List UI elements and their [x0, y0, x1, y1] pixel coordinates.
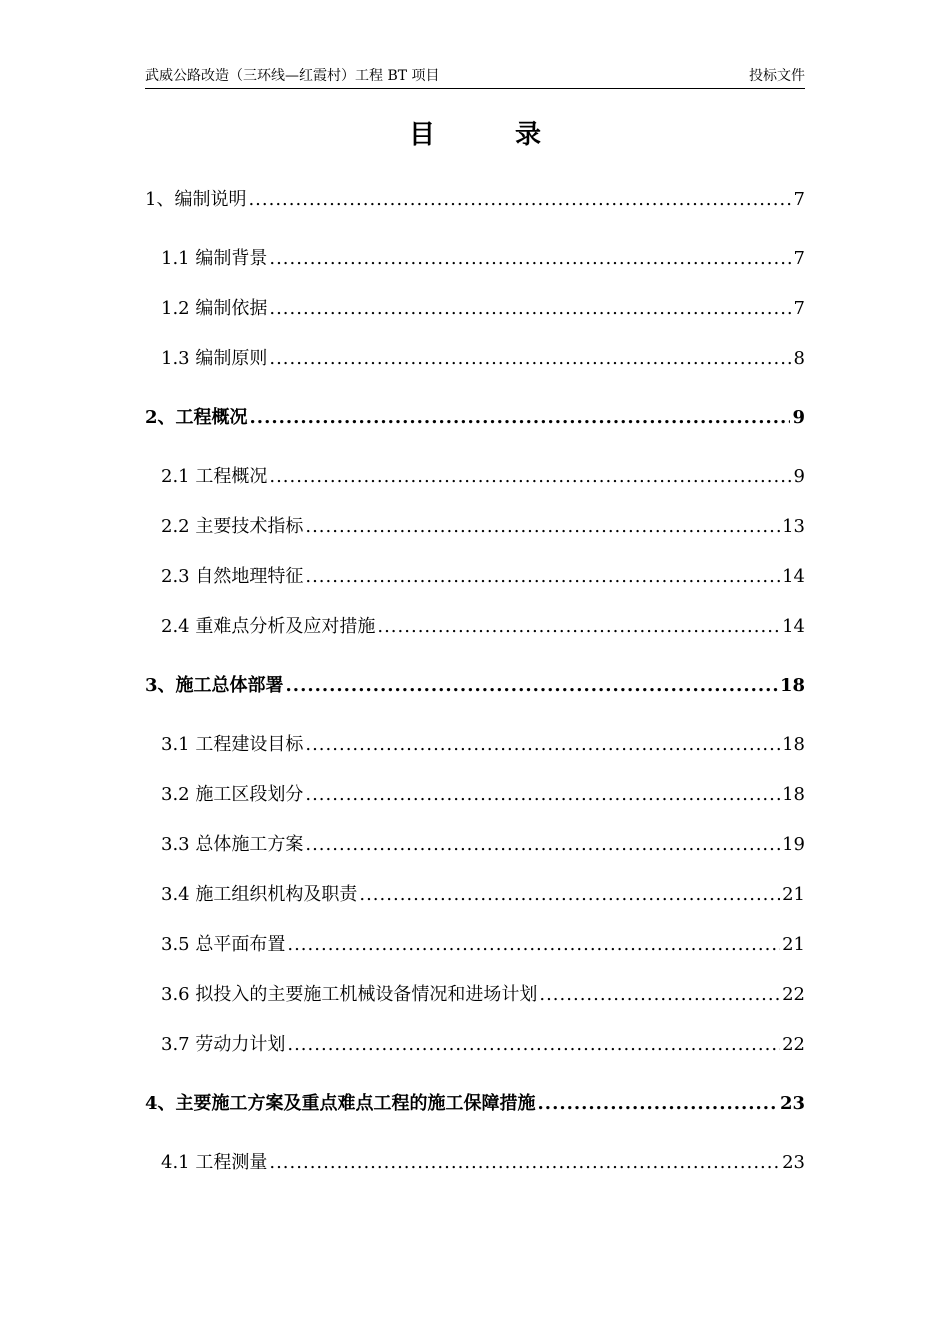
toc-entry-label: 3.4 施工组织机构及职责 [161, 884, 358, 905]
toc-entry-page: 14 [782, 616, 805, 637]
toc-leader-dots [538, 1092, 778, 1116]
toc-entry[interactable] [161, 783, 805, 807]
toc-entry-page: 9 [793, 466, 805, 487]
toc-leader-dots [539, 983, 780, 1007]
toc-entry-label: 3.6 拟投入的主要施工机械设备情况和进场计划 [161, 984, 538, 1005]
toc-entry-page: 14 [782, 566, 805, 587]
page-title [0, 114, 950, 151]
toc-entry-label: 3.5 总平面布置 [161, 934, 286, 955]
toc-leader-dots [286, 674, 778, 698]
toc-entry[interactable] [161, 933, 805, 957]
toc-entry-page: 7 [793, 298, 805, 319]
toc-entry-label: 4、主要施工方案及重点难点工程的施工保障措施 [145, 1093, 536, 1114]
toc-entry-page: 18 [779, 675, 805, 696]
toc-leader-dots [305, 733, 780, 757]
toc-entry-label: 4.1 工程测量 [161, 1152, 268, 1173]
toc-entry[interactable] [161, 615, 805, 639]
toc-entry-label: 3.3 总体施工方案 [161, 834, 304, 855]
toc-entry[interactable] [161, 297, 805, 321]
toc-entry-label: 2、工程概况 [145, 407, 248, 428]
toc-leader-dots [287, 1033, 780, 1057]
toc-entry[interactable] [161, 465, 805, 489]
toc-entry-page: 7 [793, 189, 805, 210]
toc-leader-dots [305, 565, 780, 589]
toc-entry-label: 3、施工总体部署 [145, 675, 284, 696]
toc-entry[interactable] [161, 347, 805, 371]
page-header [145, 66, 805, 89]
toc-entry[interactable] [161, 883, 805, 907]
toc-entry-label: 1.2 编制依据 [161, 298, 268, 319]
toc-leader-dots [248, 188, 791, 212]
toc-entry[interactable] [145, 406, 805, 430]
toc-entry[interactable] [161, 833, 805, 857]
toc-entry-label: 2.1 工程概况 [161, 466, 268, 487]
header-doc-type: 投标文件 [749, 68, 805, 84]
toc-entry[interactable] [161, 983, 805, 1007]
toc-leader-dots [269, 347, 791, 371]
toc-entry-page: 9 [792, 407, 805, 428]
toc-entry-page: 18 [782, 734, 805, 755]
toc-entry-page: 8 [793, 348, 805, 369]
toc-entry[interactable] [161, 565, 805, 589]
toc-entry-label: 1.1 编制背景 [161, 248, 268, 269]
toc-entry-page: 21 [782, 934, 805, 955]
toc-leader-dots [250, 406, 791, 430]
toc-entry-label: 2.3 自然地理特征 [161, 566, 304, 587]
toc-leader-dots [287, 933, 780, 957]
toc-entry-page: 13 [782, 516, 805, 537]
toc-leader-dots [377, 615, 780, 639]
toc-entry-page: 18 [782, 784, 805, 805]
toc-entry[interactable] [161, 247, 805, 271]
toc-entry-label: 3.7 劳动力计划 [161, 1034, 286, 1055]
toc-leader-dots [305, 515, 780, 539]
header-project-name: 武威公路改造（三环线—红霞村）工程 BT 项目 [145, 68, 440, 84]
toc-entry-label: 1.3 编制原则 [161, 348, 268, 369]
toc-entry-label: 3.1 工程建设目标 [161, 734, 304, 755]
toc-entry-label: 3.2 施工区段划分 [161, 784, 304, 805]
toc-entry-page: 23 [779, 1093, 805, 1114]
toc-entry-page: 22 [782, 1034, 805, 1055]
toc-leader-dots [269, 247, 791, 271]
toc-entry[interactable] [161, 515, 805, 539]
toc-entry[interactable] [161, 733, 805, 757]
toc-entry[interactable] [145, 1092, 805, 1116]
toc-entry-label: 2.2 主要技术指标 [161, 516, 304, 537]
toc-leader-dots [305, 783, 780, 807]
toc-entry[interactable] [161, 1151, 805, 1175]
toc-entry-label: 2.4 重难点分析及应对措施 [161, 616, 376, 637]
toc-entry-page: 19 [782, 834, 805, 855]
title-char-2: 录 [515, 120, 542, 150]
toc-entry-page: 21 [782, 884, 805, 905]
toc-entry-page: 7 [793, 248, 805, 269]
toc-entry[interactable] [145, 188, 805, 212]
toc-entry[interactable] [161, 1033, 805, 1057]
toc-entry[interactable] [145, 674, 805, 698]
toc-leader-dots [305, 833, 780, 857]
toc-entry-label: 1、编制说明 [145, 189, 247, 210]
toc-entry-page: 23 [782, 1152, 805, 1173]
toc-leader-dots [269, 1151, 780, 1175]
toc-leader-dots [269, 465, 791, 489]
title-char-1: 目 [408, 120, 435, 150]
toc-leader-dots [269, 297, 791, 321]
toc-leader-dots [359, 883, 780, 907]
toc-entry-page: 22 [782, 984, 805, 1005]
